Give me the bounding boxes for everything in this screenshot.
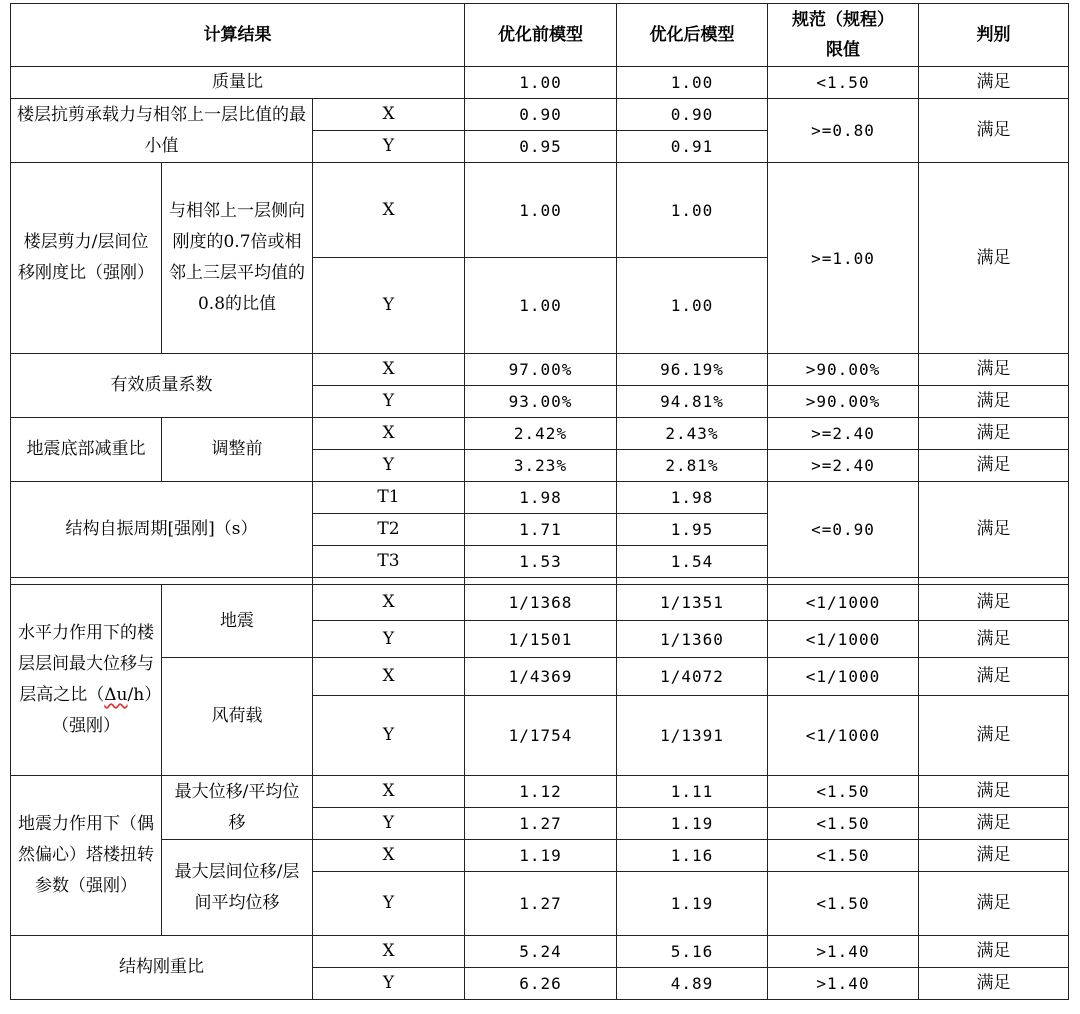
table-row (11, 99, 1069, 131)
value-after: 1.11 (617, 776, 768, 808)
header-limit-line1: 规范（规程） (792, 10, 894, 30)
mass-ratio-label: 质量比 (11, 67, 465, 99)
value-after: 1/1391 (617, 696, 768, 776)
value-after: 5.16 (617, 936, 768, 968)
separator-cell (11, 578, 313, 585)
limit-value: >90.00% (768, 386, 919, 418)
direction-cell: Y (313, 872, 465, 936)
value-after: 2.81% (617, 450, 768, 482)
direction-cell: Y (313, 696, 465, 776)
drift-label-b: /h）（强刚） (52, 685, 153, 736)
value-after: 1/1360 (617, 621, 768, 658)
value-before: 1/1754 (465, 696, 617, 776)
direction-cell: Y (313, 450, 465, 482)
limit-value: >=1.00 (768, 163, 919, 354)
drift-wind-sub: 风荷载 (162, 658, 313, 776)
shear-capacity-label: 楼层抗剪承载力与相邻上一层比值的最小值 (11, 99, 313, 163)
direction-cell: X (313, 840, 465, 872)
seismic-reduction-sub: 调整前 (162, 418, 313, 482)
value-after: 1.16 (617, 840, 768, 872)
seismic-reduction-label: 地震底部减重比 (11, 418, 162, 482)
direction-cell: Y (313, 131, 465, 163)
header-after: 优化后模型 (617, 4, 768, 67)
direction-cell: Y (313, 808, 465, 840)
judge-value: 满足 (919, 872, 1069, 936)
stiffness-ratio-label: 楼层剪力/层间位移刚度比（强刚） (11, 163, 162, 354)
separator-cell (768, 578, 919, 585)
header-limit-line2: 限值 (826, 40, 860, 60)
value-after: 1.54 (617, 546, 768, 578)
direction-cell: X (313, 776, 465, 808)
torsion-label: 地震力作用下（偶然偏心）塔楼扭转参数（强刚） (11, 776, 162, 936)
drift-label-du: Δu (104, 685, 128, 705)
separator-cell (465, 578, 617, 585)
value-before: 1.71 (465, 514, 617, 546)
direction-cell: Y (313, 621, 465, 658)
direction-cell: X (313, 936, 465, 968)
value-after: 1/4072 (617, 658, 768, 696)
table-row (11, 658, 1069, 696)
direction-cell: X (313, 658, 465, 696)
table-row (11, 418, 1069, 450)
limit-value: >=0.80 (768, 99, 919, 163)
drift-label (11, 585, 162, 776)
stiffness-ratio-sub: 与相邻上一层侧向刚度的0.7倍或相邻上三层平均值的0.8的比值 (162, 163, 313, 354)
header-before: 优化前模型 (465, 4, 617, 67)
value-after: 0.90 (617, 99, 768, 131)
table-row (11, 840, 1069, 872)
value-after: 1.00 (617, 258, 768, 354)
value-after: 1.19 (617, 808, 768, 840)
value-after: 1.00 (617, 67, 768, 99)
value-before: 1/1501 (465, 621, 617, 658)
header-judge: 判别 (919, 4, 1069, 67)
header-result: 计算结果 (11, 4, 465, 67)
table-row (11, 585, 1069, 621)
judge-value: 满足 (919, 776, 1069, 808)
value-before: 1.27 (465, 872, 617, 936)
direction-cell: X (313, 585, 465, 621)
judge-value: 满足 (919, 936, 1069, 968)
drift-quake-sub: 地震 (162, 585, 313, 658)
header-row (11, 4, 1069, 67)
value-after: 0.91 (617, 131, 768, 163)
limit-value: >=2.40 (768, 450, 919, 482)
limit-value: >1.40 (768, 936, 919, 968)
direction-cell: T1 (313, 482, 465, 514)
separator-cell (313, 578, 465, 585)
limit-value: <1.50 (768, 840, 919, 872)
value-before: 1.19 (465, 840, 617, 872)
judge-value: 满足 (919, 67, 1069, 99)
value-before: 1.27 (465, 808, 617, 840)
value-after: 96.19% (617, 354, 768, 386)
stiffness-weight-label: 结构刚重比 (11, 936, 313, 1000)
limit-value: <1/1000 (768, 585, 919, 621)
judge-value: 满足 (919, 418, 1069, 450)
value-after: 4.89 (617, 968, 768, 1000)
judge-value: 满足 (919, 696, 1069, 776)
value-after: 2.43% (617, 418, 768, 450)
judge-value: 满足 (919, 354, 1069, 386)
limit-value: <1.50 (768, 872, 919, 936)
limit-value: <1/1000 (768, 696, 919, 776)
effective-mass-label: 有效质量系数 (11, 354, 313, 418)
table-row (11, 936, 1069, 968)
judge-value: 满足 (919, 163, 1069, 354)
direction-cell: T2 (313, 514, 465, 546)
direction-cell: Y (313, 968, 465, 1000)
value-before: 5.24 (465, 936, 617, 968)
limit-value: <=0.90 (768, 482, 919, 578)
table-row (11, 163, 1069, 258)
limit-value: <1.50 (768, 67, 919, 99)
value-after: 1.00 (617, 163, 768, 258)
torsion-disp-sub: 最大位移/平均位移 (162, 776, 313, 840)
value-after: 1/1351 (617, 585, 768, 621)
value-before: 0.90 (465, 99, 617, 131)
direction-cell: X (313, 99, 465, 131)
limit-value: <1.50 (768, 808, 919, 840)
results-table (10, 3, 1069, 1000)
value-after: 1.95 (617, 514, 768, 546)
value-before: 0.95 (465, 131, 617, 163)
separator-row (11, 578, 1069, 585)
limit-value: <1.50 (768, 776, 919, 808)
value-before: 1.00 (465, 67, 617, 99)
table-row (11, 67, 1069, 99)
judge-value: 满足 (919, 968, 1069, 1000)
judge-value: 满足 (919, 808, 1069, 840)
value-before: 2.42% (465, 418, 617, 450)
value-before: 1.53 (465, 546, 617, 578)
judge-value: 满足 (919, 840, 1069, 872)
value-after: 1.98 (617, 482, 768, 514)
table-row (11, 482, 1069, 514)
torsion-drift-sub: 最大层间位移/层间平均位移 (162, 840, 313, 936)
judge-value: 满足 (919, 99, 1069, 163)
judge-value: 满足 (919, 386, 1069, 418)
judge-value: 满足 (919, 482, 1069, 578)
value-after: 94.81% (617, 386, 768, 418)
drift-label-a: 水平力作用下的楼层层间最大位移与层高之比（ (18, 623, 154, 705)
separator-cell (617, 578, 768, 585)
value-before: 1.98 (465, 482, 617, 514)
value-before: 1.12 (465, 776, 617, 808)
value-before: 1/1368 (465, 585, 617, 621)
direction-cell: X (313, 354, 465, 386)
table-row (11, 776, 1069, 808)
limit-value: >1.40 (768, 968, 919, 1000)
limit-value: <1/1000 (768, 658, 919, 696)
separator-cell (919, 578, 1069, 585)
header-limit (768, 4, 919, 67)
direction-cell: X (313, 163, 465, 258)
judge-value: 满足 (919, 621, 1069, 658)
table-row (11, 354, 1069, 386)
value-before: 3.23% (465, 450, 617, 482)
value-before: 6.26 (465, 968, 617, 1000)
direction-cell: X (313, 418, 465, 450)
direction-cell: Y (313, 386, 465, 418)
value-before: 1/4369 (465, 658, 617, 696)
limit-value: >=2.40 (768, 418, 919, 450)
judge-value: 满足 (919, 450, 1069, 482)
direction-cell: T3 (313, 546, 465, 578)
limit-value: >90.00% (768, 354, 919, 386)
judge-value: 满足 (919, 585, 1069, 621)
value-before: 93.00% (465, 386, 617, 418)
value-before: 97.00% (465, 354, 617, 386)
period-label: 结构自振周期[强刚]（s） (11, 482, 313, 578)
judge-value: 满足 (919, 658, 1069, 696)
direction-cell: Y (313, 258, 465, 354)
value-after: 1.19 (617, 872, 768, 936)
value-before: 1.00 (465, 163, 617, 258)
value-before: 1.00 (465, 258, 617, 354)
limit-value: <1/1000 (768, 621, 919, 658)
